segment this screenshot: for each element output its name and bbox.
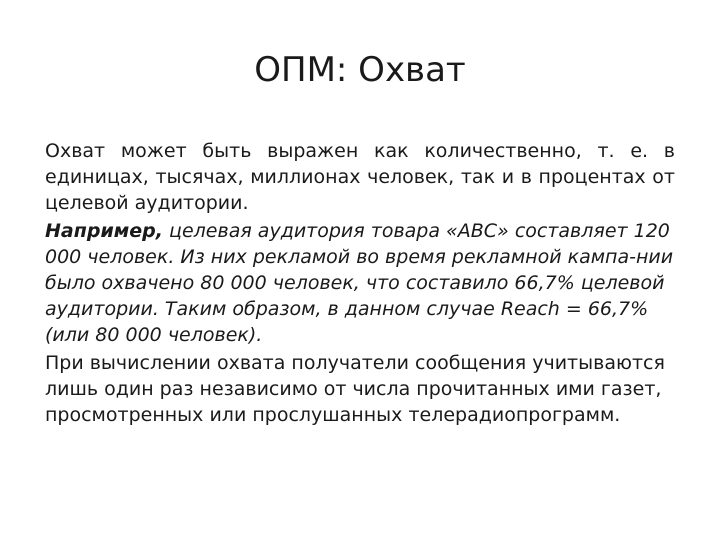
example-text: целевая аудитория товара «ABC» составляет 120 000 человек. Из них рекламой во время рекламной кампа-нии было охвачено 80 000 человек, что составило 66,7% целевой аудитории. Таким образом, в данном случае Reach = 66,7% (или 80 000 человек). — [45, 220, 674, 346]
slide-body — [45, 138, 675, 430]
example-paragraph — [45, 218, 675, 348]
note-paragraph: При вычислении охвата получатели сообщения учитываются лишь один раз независимо от числа прочитанных ими газет, просмотренных или прослушанных телерадиопрограмм. — [45, 352, 665, 426]
slide-title: ОПМ: Охват — [254, 50, 466, 90]
example-lead: Например, — [45, 220, 163, 242]
intro-paragraph: Охват может быть выражен как количественно, т. е. в единицах, тысячах, миллионах человек, так и в процентах от целевой аудитории. — [45, 140, 675, 214]
